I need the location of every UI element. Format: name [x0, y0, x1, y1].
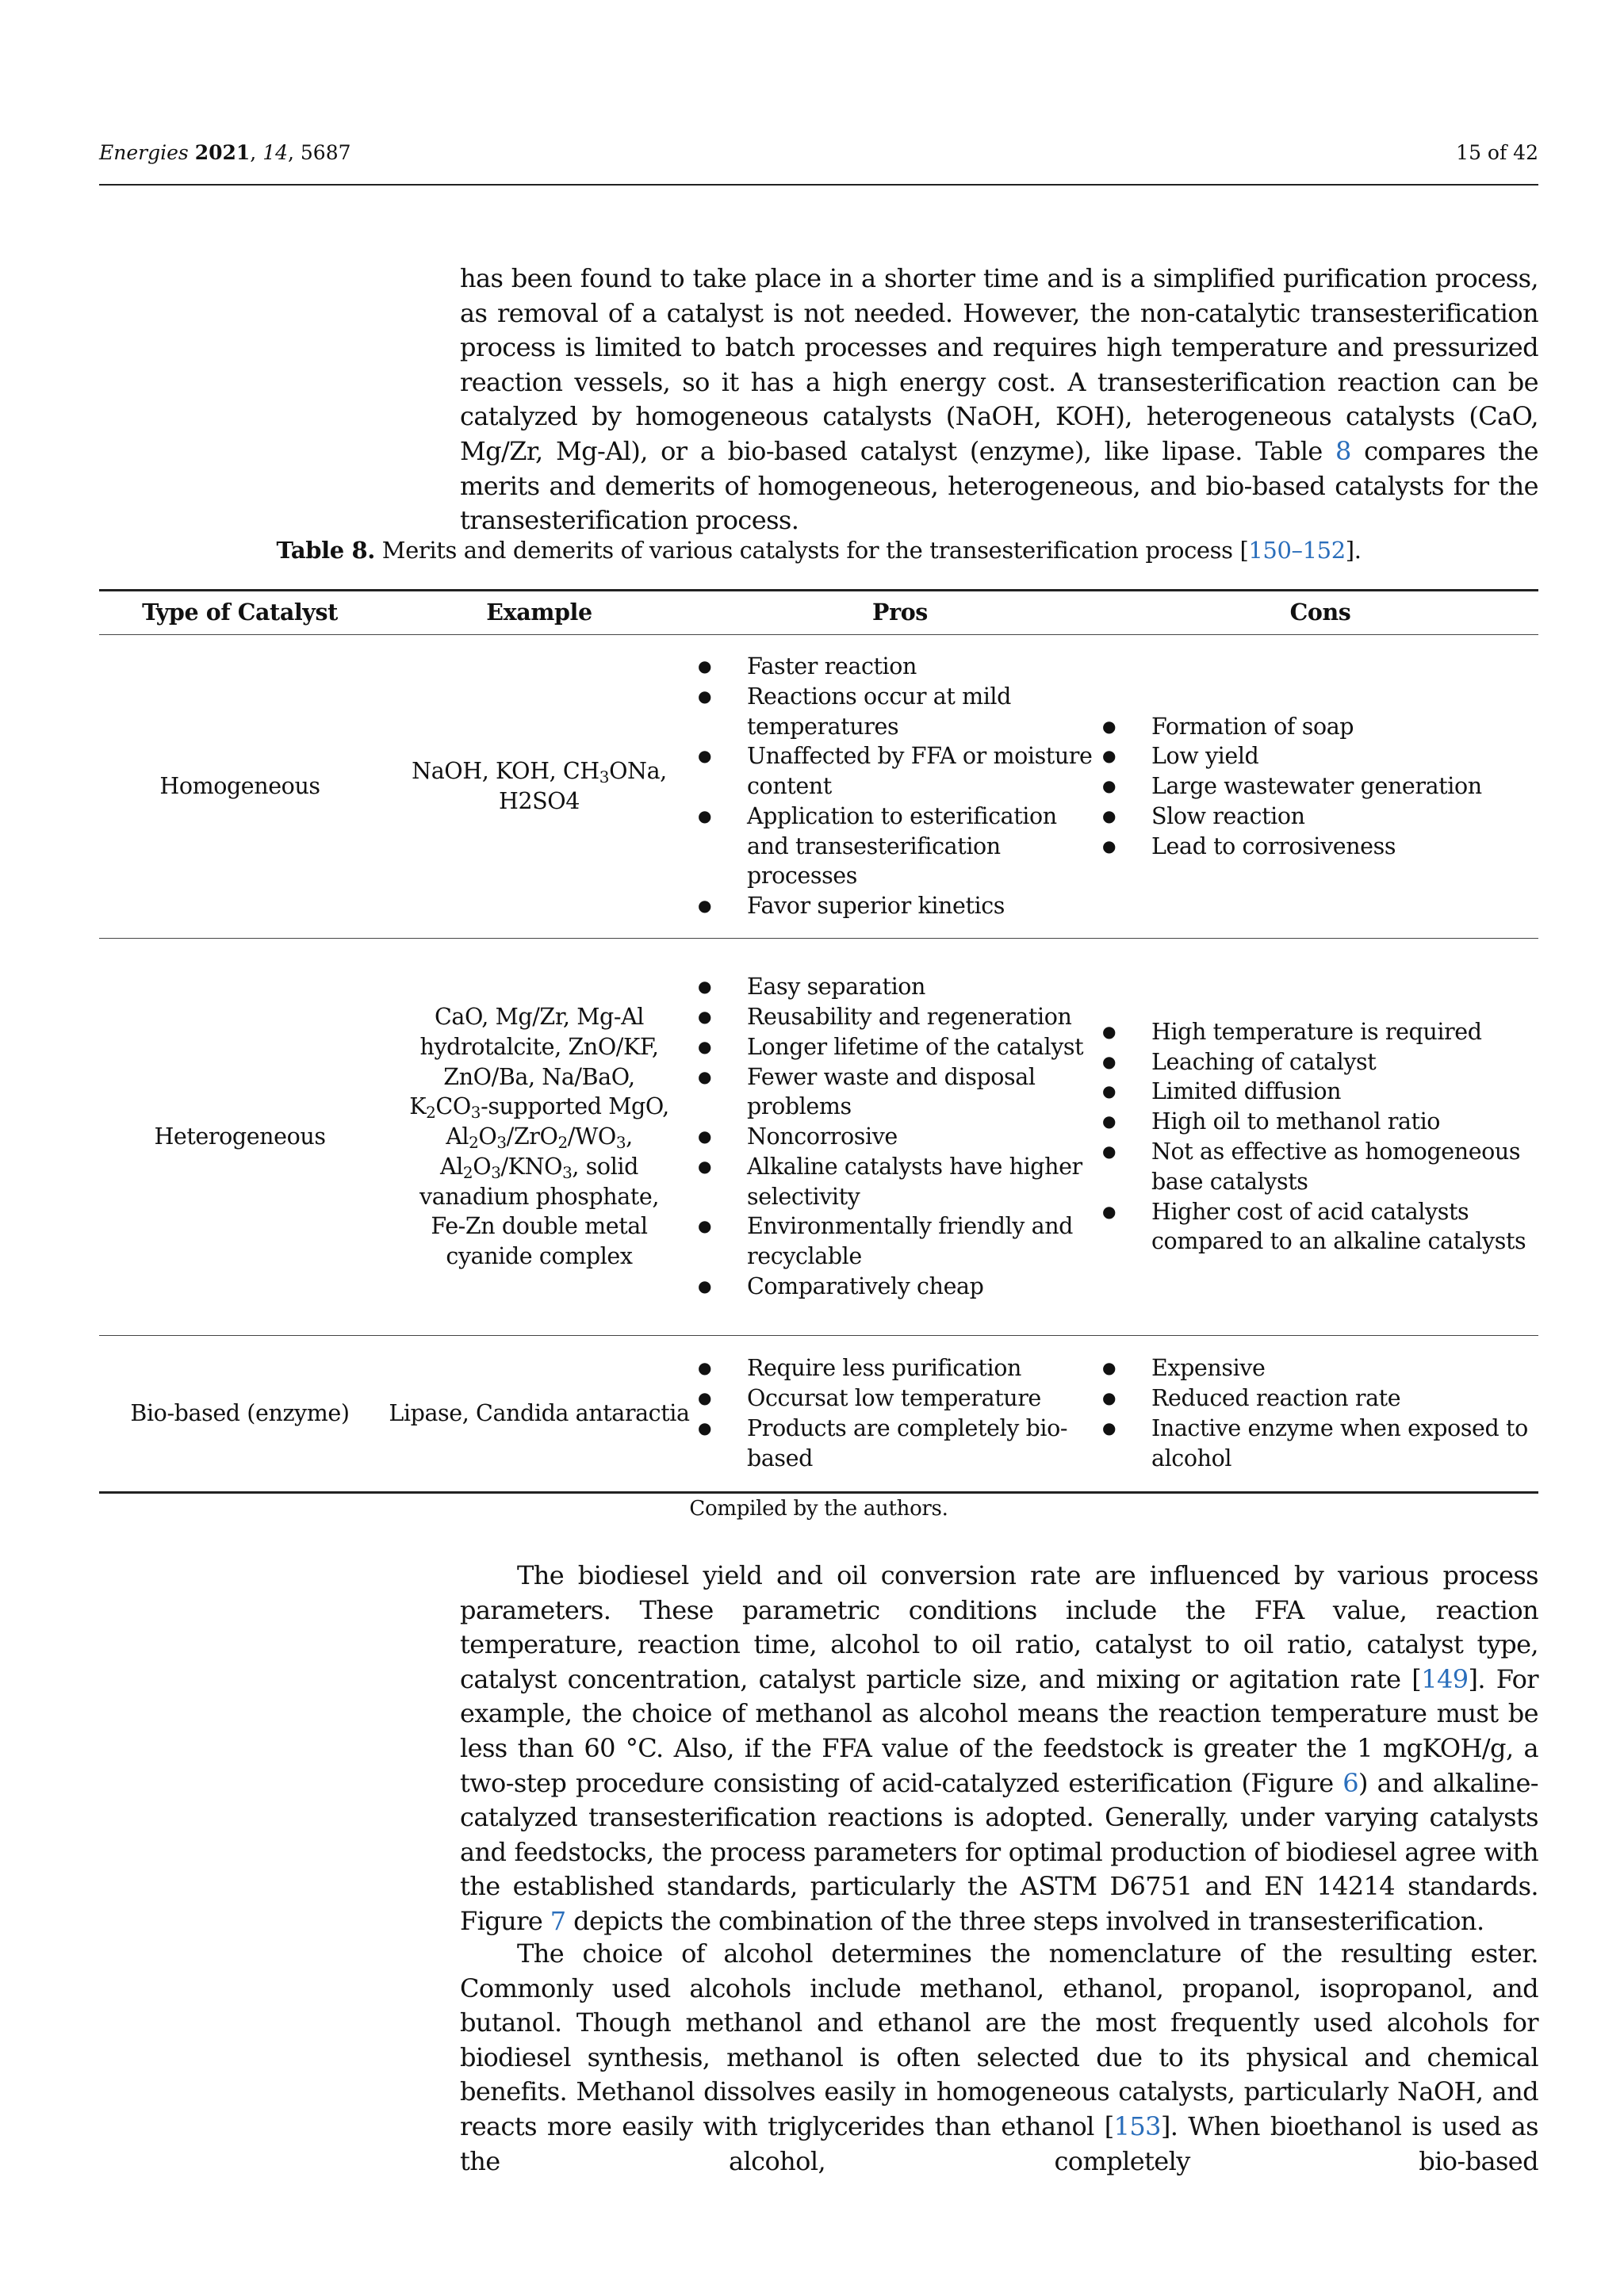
header-example: Example — [486, 599, 592, 626]
cons-cell — [1102, 635, 1538, 939]
pro-item: ● Alkaline catalysts have higher selectivity — [698, 1152, 1102, 1212]
text: has been found to take place in a shorter time and is a simplified purification process, as removal of a catalyst is not needed. However, the non-catalytic transesterification process is limited to batch processes and requires high temperature and pressurized reaction vessels, so it has a high energy cost. A transesterification reaction can be catalyzed by homogeneous catalysts (NaOH, KOH), heterogeneous catalysts (CaO, Mg/Zr, Mg-Al), or a bio-based catalyst (enzyme), like lipase. Table — [460, 263, 1538, 466]
paragraph-3 — [460, 1937, 1538, 2179]
example-line: CaO, Mg/Zr, Mg-Al — [434, 1003, 644, 1030]
pro-item: ● Fewer waste and disposal problems — [698, 1062, 1102, 1123]
figure-6-link[interactable]: 6 — [1342, 1767, 1359, 1798]
pro-item: ● Easy separation — [698, 972, 1102, 1002]
text: depicts the combination of the three steps involved in transesterification. — [565, 1905, 1484, 1936]
table-footnote: Compiled by the authors. — [689, 1497, 948, 1521]
example-cell — [381, 635, 698, 939]
example-line: H2SO4 — [498, 788, 580, 814]
table-header-row — [99, 591, 1538, 635]
header-type: Type of Catalyst — [142, 599, 338, 626]
pros-list — [698, 652, 1102, 921]
citation-link[interactable]: 150–152 — [1248, 537, 1346, 564]
table-8-link[interactable]: 8 — [1335, 435, 1351, 466]
citation-link[interactable]: 149 — [1421, 1663, 1469, 1694]
con-item: ● Higher cost of acid catalysts compared to an alkaline catalysts — [1102, 1197, 1538, 1257]
pro-item: ● Occursat low temperature — [698, 1383, 1102, 1414]
table-row — [99, 635, 1538, 939]
con-item: ● Lead to corrosiveness — [1102, 832, 1538, 862]
year: 2021 — [194, 141, 251, 164]
pro-item: ● Products are completely bio-based — [698, 1414, 1102, 1474]
text: ) and alkaline-catalyzed transesterification reactions is adopted. Generally, under varying catalysts and feedstocks, the process parameters for optimal production of biodiesel agree with the established standards, particularly the ASTM D6751 and EN 14214 standards. Figure — [460, 1767, 1538, 1936]
pro-item: ● Comparatively cheap — [698, 1272, 1102, 1302]
example-line: ZnO/Ba, Na/BaO, — [443, 1063, 635, 1090]
catalyst-type: Heterogeneous — [154, 1123, 326, 1150]
con-item: ● Inactive enzyme when exposed to alcohol — [1102, 1414, 1538, 1474]
example-line: Lipase, Candida antaractia — [389, 1400, 690, 1427]
header-cons: Cons — [1289, 599, 1351, 626]
catalyst-type: Bio-based (enzyme) — [130, 1400, 350, 1427]
example-line: cyanide complex — [446, 1243, 633, 1270]
table-row — [99, 1336, 1538, 1493]
pro-item: ● Require less purification — [698, 1353, 1102, 1383]
example-line: hydrotalcite, ZnO/KF, — [419, 1033, 659, 1060]
table-row — [99, 939, 1538, 1336]
pro-item: ● Noncorrosive — [698, 1122, 1102, 1152]
text: The biodiesel yield and oil conversion rate are influenced by various process parameters. These parametric conditions include the FFA value, reaction temperature, reaction time, alcohol to oil ratio, catalyst to oil ratio, catalyst type, catalyst concentration, catalyst particle size, and mixing or agitation rate [ — [460, 1560, 1538, 1694]
con-item: ● Formation of soap — [1102, 712, 1538, 742]
con-item: ● Large wastewater generation — [1102, 771, 1538, 802]
page-number: 15 of 42 — [1456, 141, 1538, 164]
table-caption — [99, 537, 1538, 564]
pros-cell — [698, 1336, 1102, 1493]
example-cell — [381, 1336, 698, 1493]
pro-item: ● Favor superior kinetics — [698, 891, 1102, 921]
example-line: $K_2CO_3$-supported MgO, — [409, 1093, 669, 1123]
con-item: ● High temperature is required — [1102, 1017, 1538, 1047]
caption-end: ]. — [1345, 537, 1362, 564]
pros-cell — [698, 635, 1102, 939]
pro-item: ● Environmentally friendly and recyclable — [698, 1211, 1102, 1272]
cons-list — [1102, 1017, 1538, 1257]
header-rule — [99, 184, 1538, 186]
pros-cell — [698, 939, 1102, 1336]
catalyst-type: Homogeneous — [159, 773, 320, 800]
citation-link[interactable]: 153 — [1113, 2110, 1161, 2141]
article-number: 5687 — [300, 141, 351, 164]
example-line: $Al_2O_3/ZrO_2/WO_3$, — [446, 1123, 633, 1153]
catalyst-table — [99, 589, 1538, 1494]
con-item: ● Leaching of catalyst — [1102, 1047, 1538, 1077]
con-item: ● High oil to methanol ratio — [1102, 1107, 1538, 1137]
pro-item: ● Reusability and regeneration — [698, 1002, 1102, 1032]
con-item: ● Expensive — [1102, 1353, 1538, 1383]
cons-cell — [1102, 1336, 1538, 1493]
con-item: ● Not as effective as homogeneous base catalysts — [1102, 1137, 1538, 1197]
running-header: Energies 2021, 14, 5687 — [99, 141, 351, 164]
example-line: $Al_2O_3/KNO_3$, solid — [440, 1153, 638, 1182]
con-item: ● Low yield — [1102, 741, 1538, 771]
con-item: ● Slow reaction — [1102, 802, 1538, 832]
example-line: NaOH, KOH, $CH_3ONa$, — [412, 758, 667, 787]
volume: 14 — [262, 141, 288, 164]
text: ]. When bioethanol is used as the alcohol, completely bio-based — [460, 2110, 1538, 2176]
example-line: Fe-Zn double metal — [431, 1213, 648, 1240]
cons-cell — [1102, 939, 1538, 1336]
pros-list — [698, 1353, 1102, 1473]
caption-text: Merits and demerits of various catalysts for the transesterification process [ — [374, 537, 1249, 564]
cons-list — [1102, 712, 1538, 862]
example-line: vanadium phosphate, — [419, 1183, 659, 1210]
con-item: ● Limited diffusion — [1102, 1077, 1538, 1107]
pro-item: ● Longer lifetime of the catalyst — [698, 1032, 1102, 1062]
figure-7-link[interactable]: 7 — [550, 1905, 566, 1936]
text: compares the merits and demerits of homogeneous, heterogeneous, and bio-based catalysts for the transesterification process. — [460, 435, 1538, 536]
text: The choice of alcohol determines the nomenclature of the resulting ester. Commonly used alcohols include methanol, ethanol, propanol, isopropanol, and butanol. Though methanol and ethanol are the most frequently used alcohols for biodiesel synthesis, methanol is often selected due to its physical and chemical benefits. Methanol dissolves easily in homogeneous catalysts, particularly NaOH, and reacts more easily with triglycerides than ethanol [ — [460, 1938, 1538, 2141]
paragraph-1 — [460, 262, 1538, 538]
header-pros: Pros — [872, 599, 928, 626]
pro-item: ● Faster reaction — [698, 652, 1102, 682]
pros-list — [698, 972, 1102, 1302]
cons-list — [1102, 1353, 1538, 1473]
table-label: Table 8. — [276, 537, 375, 564]
text: ]. For example, the choice of methanol as alcohol means the reaction temperature must be less than 60 °C. Also, if the FFA value of the feedstock is greater the 1 mgKOH/g, a two-step procedure consisting of acid-catalyzed esterification (Figure — [460, 1663, 1538, 1798]
pro-item: ● Reactions occur at mild temperatures — [698, 682, 1102, 742]
pro-item: ● Unaffected by FFA or moisture content — [698, 741, 1102, 802]
paragraph-2 — [460, 1559, 1538, 1939]
pro-item: ● Application to esterification and transesterification processes — [698, 802, 1102, 891]
journal-name: Energies — [99, 141, 189, 164]
example-cell — [381, 939, 698, 1336]
con-item: ● Reduced reaction rate — [1102, 1383, 1538, 1414]
